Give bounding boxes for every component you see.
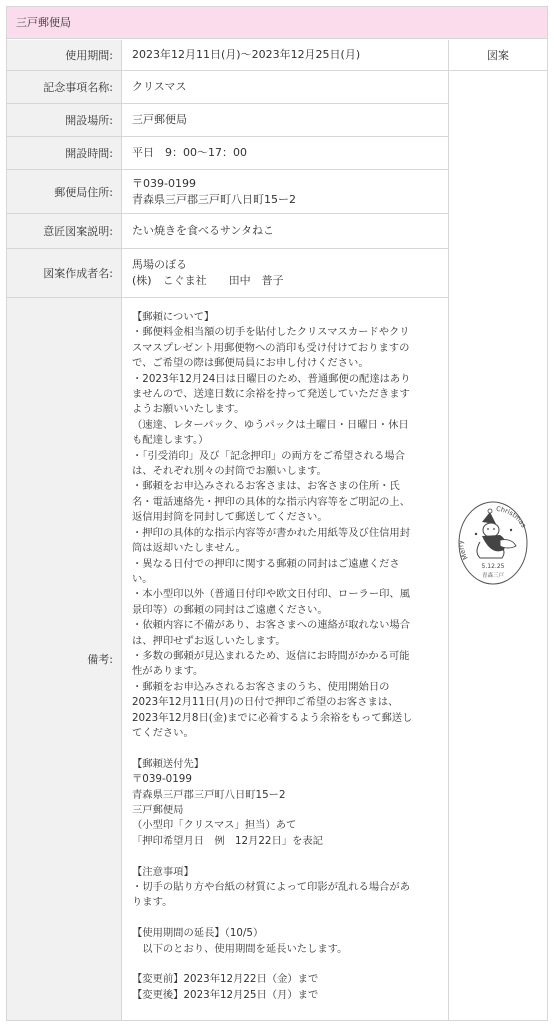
notes-line: 【注意事項】 <box>132 865 194 878</box>
address-postcode: 〒039-0199 <box>132 176 196 190</box>
notes-line: スマスプレゼント用郵便物への消印も受け付けておりますの <box>132 341 410 354</box>
notes-line <box>132 957 438 972</box>
notes-line: 2023年12月11日(月)の日付で押印ご希望のお客さまは、 <box>132 696 399 709</box>
santa-cat-stamp-icon <box>456 500 530 586</box>
notes-label: 備考: <box>7 298 122 1020</box>
notes-line: 【郵頼送付先】 <box>132 757 205 770</box>
author-label: 図案作成者名: <box>7 249 122 298</box>
place-value: 三戸郵便局 <box>122 104 449 137</box>
notes-line: 返信用封筒を同封して郵送してください。 <box>132 511 328 524</box>
notes-line: は、それぞれ別々の封筒でお願いします。 <box>132 465 327 478</box>
notes-line: ようお願いいたします。 <box>132 403 245 416</box>
notes-line: ・多数の郵頼が見込まれるため、返信にお時間がかかる可能 <box>132 649 410 662</box>
stamp-place: 青森三戸 <box>481 573 505 579</box>
notes-body <box>122 298 449 1020</box>
stamp-arc-text-right: Christmas <box>495 504 528 529</box>
address-street: 青森県三戸郡三戸町八日町15ー2 <box>132 192 296 206</box>
notes-line: ・「引受消印」及び「記念押印」の両方をご希望される場合 <box>132 449 405 462</box>
period-label: 使用期間: <box>7 40 122 71</box>
notes-line: 【郵頼について】 <box>132 311 215 323</box>
notes-line: い。 <box>132 572 153 585</box>
notes-line: 2023年12月8日(金)までに必着するよう余裕をもって郵送し <box>132 711 413 724</box>
notes-line: は、押印せずお返しいたします。 <box>132 634 286 647</box>
notes-line: 〒039-0199 <box>132 773 192 786</box>
notes-line: 三戸郵便局 <box>132 804 184 816</box>
notes-line: 【変更後】2023年12月25日（月）まで <box>132 988 319 1001</box>
notes-line: ・切手の貼り方や台紙の材質によって印影が乱れる場合があ <box>132 881 411 894</box>
author-value <box>122 249 449 298</box>
notes-line: （小型印「クリスマス」担当）あて <box>132 819 297 832</box>
notes-line: 以下のとおり、使用期間を延長いたします。 <box>132 942 348 955</box>
design-header: 図案 <box>449 40 547 71</box>
notes-line: 筒は返却いたしません。 <box>132 542 246 555</box>
desc-value: たい焼きを食べるサンタねこ <box>122 214 449 249</box>
notes-line: （速達、レターパック、ゆうパックは土曜日・日曜日・休日 <box>132 418 409 431</box>
hours-label: 開設時間: <box>7 137 122 170</box>
notes-line: てください。 <box>132 726 194 739</box>
author-name: 馬場のぼる <box>132 258 187 271</box>
notes-line <box>132 911 438 926</box>
notes-line: ・押印の具体的な指示内容等が書かれた用紙等及び住信用封 <box>132 526 411 539</box>
author-company: (株) こぐま社 田中 普子 <box>132 274 284 287</box>
notes-line: ・郵頼をお申込みされるお客さまは、お客さまの住所・氏 <box>132 480 400 493</box>
notes-line: ませんので、送達日数に余裕を持って発送していただきます <box>132 388 410 401</box>
svg-text:Merry <box>457 540 470 561</box>
event-label: 記念事項名称: <box>7 71 122 104</box>
stamp-arc-text-left: Merry <box>456 540 470 562</box>
notes-line: で、ご希望の際は郵便局員にお申し付けください。 <box>132 357 369 370</box>
notes-line: ・郵便料金相当額の切手を貼付したクリスマスカードやクリ <box>132 326 410 339</box>
notes-line: 【使用期間の延長】（10/5） <box>132 927 264 940</box>
notes-line: 「押印希望月日 例 12月22日」を表記 <box>132 834 323 847</box>
notes-line: も配達します。） <box>132 434 209 447</box>
address-label: 郵便局住所: <box>7 170 122 214</box>
place-label: 開設場所: <box>7 104 122 137</box>
notes-line: 青森県三戸郡三戸町八日町15ー2 <box>132 788 286 801</box>
notes-line: 【変更前】2023年12月22日（金）まで <box>132 973 319 986</box>
notes-line: 景印等）の郵頼の同封はご遠慮ください。 <box>132 603 328 616</box>
notes-line <box>132 849 438 864</box>
page-title: 三戸郵便局 <box>7 7 547 39</box>
desc-label: 意匠図案説明: <box>7 214 122 249</box>
notes-line: ・本小型印以外（普通日付印や欧文日付印、ローラー印、風 <box>132 588 411 601</box>
notes-line: ・2023年12月24日は日曜日のため、普通郵便の配達はあり <box>132 372 411 385</box>
hours-value: 平日 9：00〜17：00 <box>122 137 449 170</box>
notes-line: ります。 <box>132 896 173 909</box>
notes-line: ・郵頼をお申込みされるお客さまのうち、使用開始日の <box>132 680 390 693</box>
notes-line <box>132 741 438 756</box>
notes-line: 性があります。 <box>132 665 204 678</box>
notes-line: ・依頼内容に不備があり、お客さまへの連絡が取れない場合 <box>132 619 411 632</box>
event-value: クリスマス <box>122 71 449 104</box>
address-value <box>122 170 449 214</box>
notes-line: ・異なる日付での押印に関する郵頼の同封はご遠慮くださ <box>132 557 400 570</box>
notes-line: 名・電話連絡先・押印の具体的な指示内容等をご明記の上、 <box>132 495 411 508</box>
period-value: 2023年12月11日(月)〜2023年12月25日(月) <box>122 40 449 71</box>
stamp-date: 5.12.25 <box>481 563 505 570</box>
